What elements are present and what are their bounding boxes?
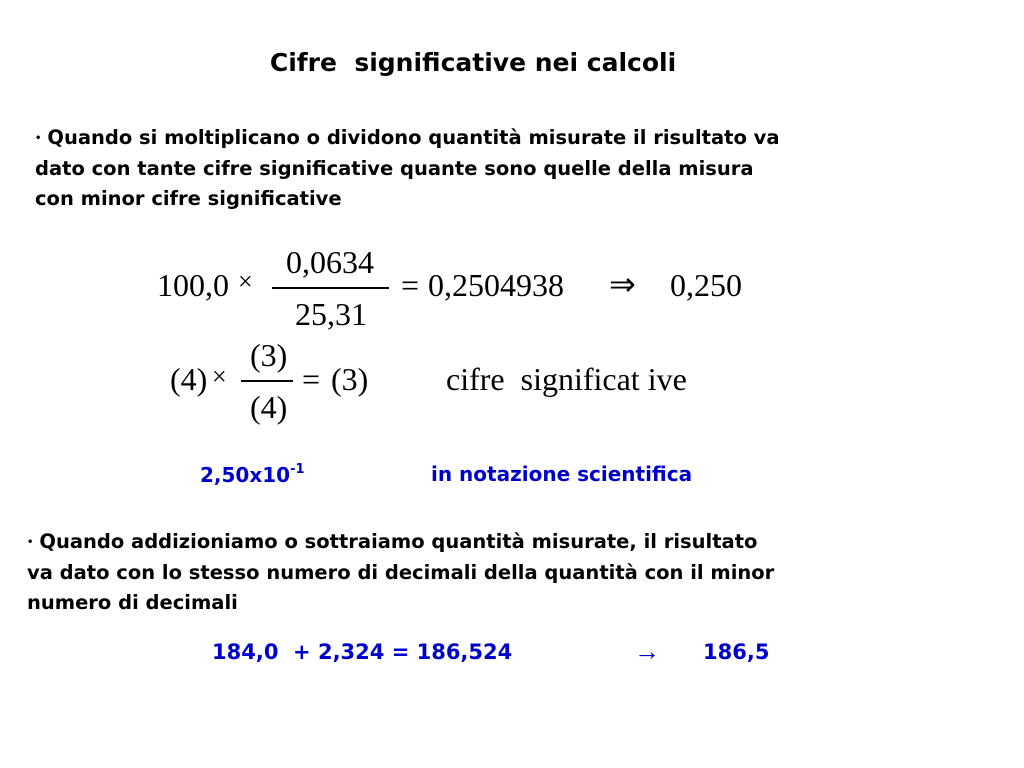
rule-addition-subtraction: [27, 527, 1002, 618]
scientific-notation-value: $2,50x10^{-1}$: [200, 462, 305, 487]
eq1-result: 0,2504938: [428, 267, 564, 303]
eq2-times-sign: ×: [212, 362, 227, 391]
eq1-rounded-result: 0,250: [670, 267, 742, 303]
rule2-line2: va dato con lo stesso numero di decimali della quantità con il minor: [27, 560, 775, 584]
eq2-label: cifre significat ive: [446, 361, 687, 397]
rule2-line3: numero di decimali: [27, 590, 238, 614]
eq1-denominator: 25,31: [295, 296, 367, 332]
rule2-line1: • Quando addizioniamo o sottraiamo quantità misurate, il risultato: [27, 530, 758, 553]
rule1-line2: dato con tante cifre significative quante sono quelle della misura: [35, 156, 754, 180]
exponent: -1: [290, 462, 305, 477]
rule1-line1: • Quando si moltiplicano o dividono quantità misurate il risultato va: [35, 126, 780, 149]
rule1-line3: con minor cifre significative: [35, 186, 342, 210]
eq2-left-figures: (4): [170, 361, 208, 397]
scientific-notation-note: in notazione scientifica: [431, 462, 693, 486]
eq2-equals-sign: =: [302, 361, 321, 397]
eq1-fraction-bar: [272, 287, 389, 289]
eq2-denominator: (4): [250, 389, 288, 425]
eq1-equals-sign: =: [401, 267, 420, 303]
eq1-numerator: 0,0634: [286, 244, 374, 280]
eq1-left-factor: 100,0: [157, 267, 229, 303]
addition-result: 186,5: [703, 640, 770, 664]
rule-multiplication-division: [35, 123, 995, 214]
eq2-numerator: (3): [250, 337, 288, 373]
bullet-icon: •: [35, 132, 42, 144]
right-arrow-icon: →: [634, 637, 660, 666]
eq2-result: (3): [331, 361, 369, 397]
slide-title: Cifre significative nei calcoli: [269, 48, 677, 77]
eq1-times-sign: ×: [238, 267, 253, 296]
implies-arrow-icon: ⇒: [609, 266, 636, 302]
eq2-fraction-bar: [241, 380, 293, 382]
bullet-icon: •: [27, 536, 34, 548]
addition-expression: 184,0 + 2,324 = 186,524: [212, 640, 513, 664]
